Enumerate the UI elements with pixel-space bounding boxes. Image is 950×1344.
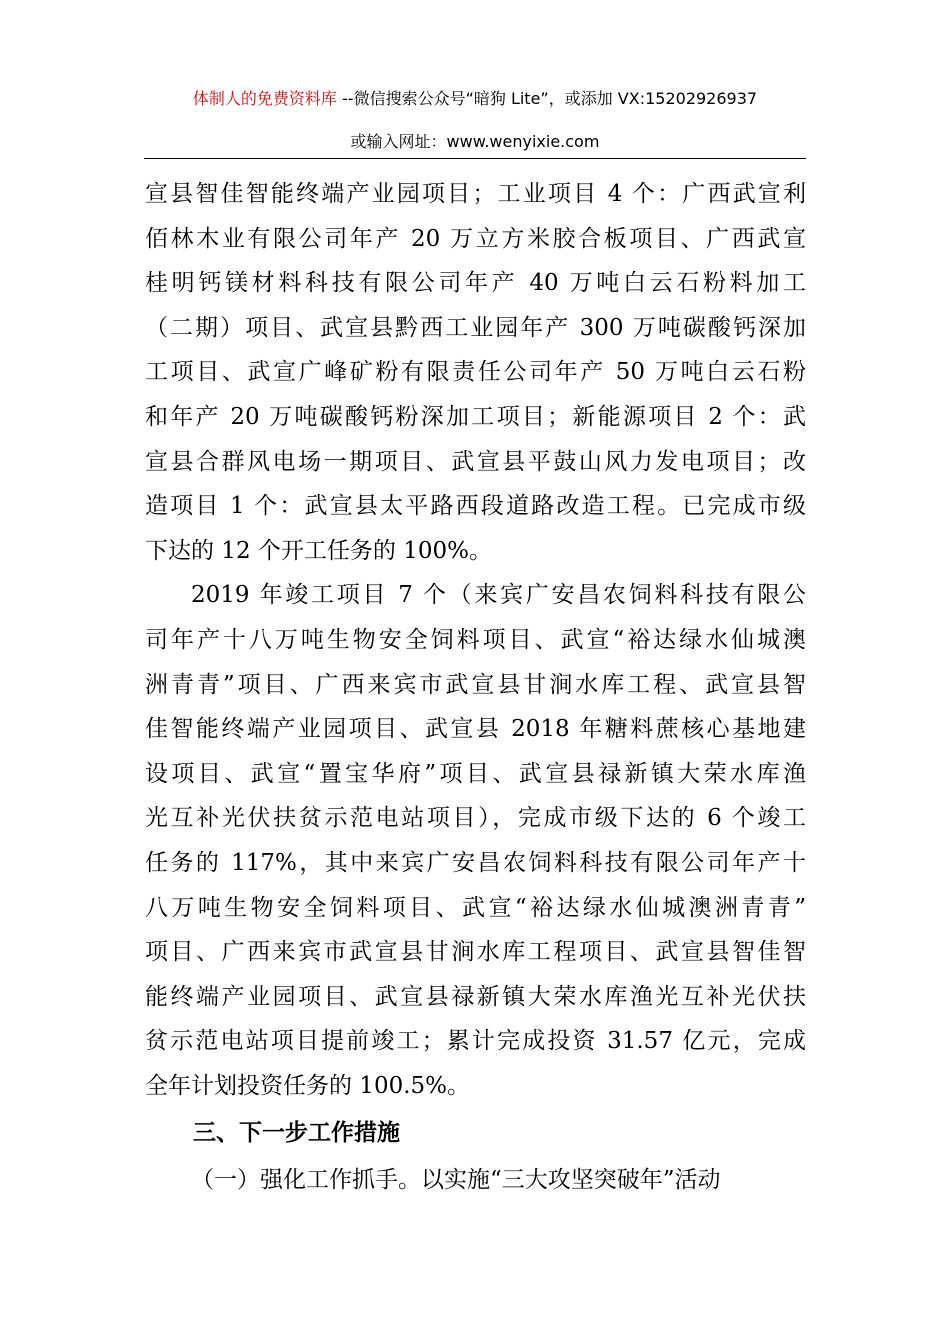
promo-text: --微信搜索公众号“暗狗 Lite”，或添加 VX:15202926937 — [336, 89, 758, 108]
header-divider — [144, 158, 806, 159]
text-line: 工项目、武宣广峰矿粉有限责任公司年产 50 万吨白云石粉 — [145, 359, 806, 386]
text-line: 佰林木业有限公司年产 20 万立方米胶合板项目、广西武宣 — [145, 225, 806, 252]
text-line: 光互补光伏扶贫示范电站项目），完成市级下达的 6 个竣工 — [145, 805, 806, 832]
text-line: 司年产十八万吨生物安全饲料项目、武宣“裕达绿水仙城澳 — [145, 626, 806, 653]
text-line: 桂明钙镁材料科技有限公司年产 40 万吨白云石粉料加工 — [145, 270, 806, 297]
text-line: 任务的 117%，其中来宾广安昌农饲料科技有限公司年产十 — [145, 849, 806, 876]
text-line: 全年计划投资任务的 100.5%。 — [145, 1072, 471, 1099]
text-line: 2019 年竣工项目 7 个（来宾广安昌农饲料科技有限公 — [191, 582, 806, 609]
text-line: 佳智能终端产业园项目、武宣县 2018 年糖料蔗核心基地建 — [145, 716, 806, 743]
header-promo-line — [0, 88, 950, 110]
text-line: 八万吨生物安全饲料项目、武宣“裕达绿水仙城澳洲青青” — [145, 894, 806, 921]
text-line: 能终端产业园项目、武宣县禄新镇大荣水库渔光互补光伏扶 — [145, 983, 806, 1010]
text-line: 下达的 12 个开工任务的 100%。 — [145, 537, 492, 564]
text-line: 贫示范电站项目提前竣工；累计完成投资 31.57 亿元，完成 — [145, 1028, 806, 1055]
text-line: 设项目、武宣“置宝华府”项目、武宣县禄新镇大荣水库渔 — [145, 760, 806, 787]
paragraph-3-first-line: （一）强化工作抓手。以实施“三大攻坚突破年”活动 — [191, 1167, 721, 1194]
text-line: 洲青青”项目、广西来宾市武宣县甘涧水库工程、武宣县智 — [145, 671, 806, 698]
text-line: 宣县合群风电场一期项目、武宣县平鼓山风力发电项目；改 — [145, 448, 806, 475]
text-line: 造项目 1 个：武宣县太平路西段道路改造工程。已完成市级 — [145, 493, 806, 520]
text-line: 和年产 20 万吨碳酸钙粉深加工项目；新能源项目 2 个：武 — [145, 403, 806, 430]
text-line: （二期）项目、武宣县黔西工业园年产 300 万吨碳酸钙深加 — [145, 314, 806, 341]
text-line: 宣县智佳智能终端产业园项目；工业项目 4 个：广西武宣利 — [145, 181, 806, 207]
document-body — [145, 172, 806, 1203]
paragraph-1 — [145, 172, 806, 573]
section-heading: 三、下一步工作措施 — [193, 1120, 400, 1147]
paragraph-2 — [145, 573, 806, 1108]
brand-text: 体制人的免费资料库 — [192, 89, 337, 108]
text-line: 项目、广西来宾市武宣县甘涧水库工程项目、武宣县智佳智 — [145, 939, 806, 966]
header-url-line: 或输入网址：www.wenyixie.com — [350, 132, 600, 151]
